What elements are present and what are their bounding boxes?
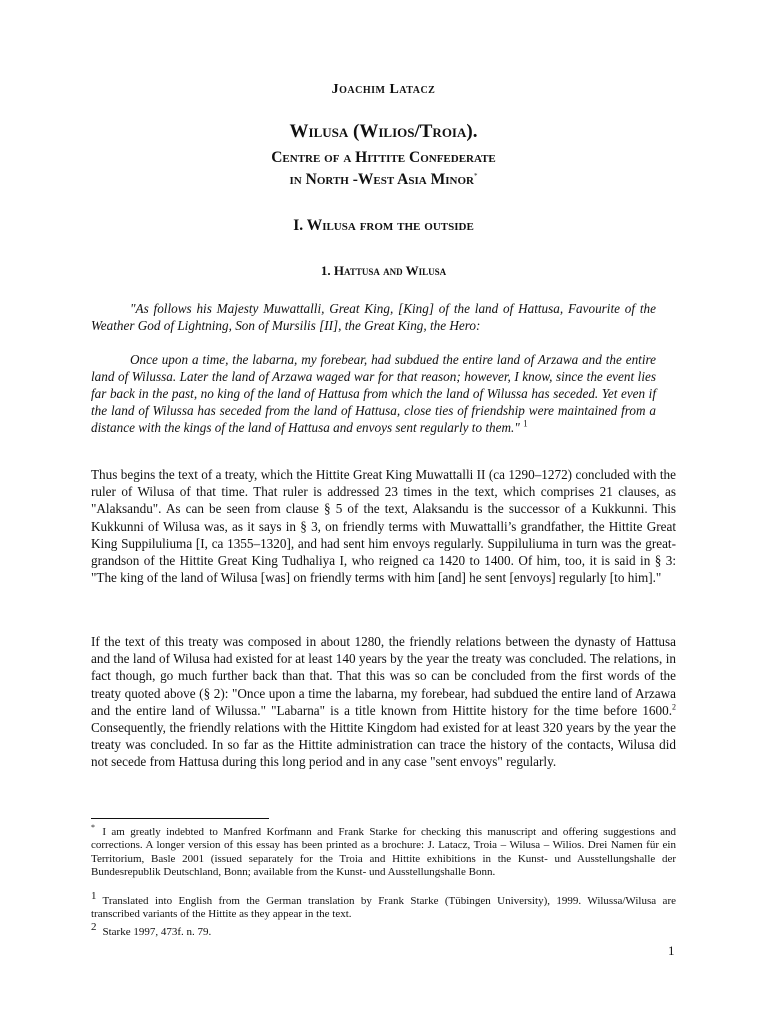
footnote-star-text: I am greatly indebted to Manfred Korfmann and Frank Starke for checking this manuscript and offering suggestions and corrections. A longer version of this essay has been printed as a brochure: J. Latacz, Troia – Wilusa – Wilios. Drei Namen für ein Territorium, Basle 2001 (issued separately for the Troia and Hittite exhibitions in the Kunst- und Ausstellungshalle der Bundesrepublik Deutschland, Bonn; available from the Kunst- und Ausstellungshalle Bonn. <box>91 826 677 879</box>
title-footnote-marker: * <box>473 171 478 180</box>
footnote-star-mark: * <box>91 823 95 833</box>
title-line-3 <box>91 171 676 189</box>
treaty-quote-body-text: Once upon a time, the labarna, my forebear, had subdued the entire land of Arzawa and the entire land of Wilussa. Later the land of Arzawa waged war for that reason; however, I know, since the event lies far back in the past, no king of the land of Hattusa from which the land of Wilussa has seceded. Yet even if the land of Wilussa has seceded from the land of Hattusa, close ties of friendship were maintained from a distance with the kings of the land of Hattusa and envoys sent regularly to them." <box>91 352 656 435</box>
footnote-ref-1: 1 <box>523 418 528 429</box>
section-heading: I. Wilusa from the outside <box>293 217 474 234</box>
body-paragraph-2-part-b: Consequently, the friendly relations with the Hittite Kingdom had existed for at least 320 years by the year the treaty was concluded. In so far as the Hittite administration can trace the history of the contacts, Wilusa did not secede from Hattusa during this long period and in any case "sent envoys" regularly. <box>91 720 676 770</box>
title-line-2: Centre of a Hittite Confederate <box>271 149 496 166</box>
title-line-3-text: in North -West Asia Minor <box>289 171 474 188</box>
body-paragraph-2-part-a: If the text of this treaty was composed in about 1280, the friendly relations between the dynasty of Hattusa and the land of Wilusa had existed for at least 140 years by the year the treaty was concluded. The relations, in fact though, go much further back than that. That this was so can be concluded from the first words of the treaty quoted above (§ 2): "Once upon a time the labarna, my forebear, had subdued the entire land of Arzawa and the entire land of Wilussa." "Labarna" is a title known from Hittite history for the time before 1600. <box>91 634 676 718</box>
title-line-1: Wilusa (Wilios/Troia). <box>289 121 478 142</box>
footnote-1-text: Translated into English from the German translation by Frank Starke (Tübingen University), 1999. Wilussa/Wilusa are transcribed variants of the Hittite as they appear in the text. <box>91 895 676 921</box>
body-paragraph-1: Thus begins the text of a treaty, which the Hittite Great King Muwattalli II (ca 1290–1272) concluded with the ruler of Wilusa of that time. That ruler is addressed 23 times in the text, which comprises 21 clauses, as "Alaksandu". As can be seen from clause § 5 of the text, Alaksandu is the successor of a Kukkunni. This Kukkunni of Wilusa was, as it says in § 3, on friendly terms with Muwattalli’s grandfather, the Hittite Great King Suppiluliuma [I, ca 1355–1320], and had sent him envoys regularly. Suppiluliuma in turn was the great-grandson of the Hittite Great King Tudhaliya I, who reigned ca 1420 to 1400. Of him, too, it is said in § 3: "The king of the land of Wilusa [was] on friendly terms with him [and] he sent [envoys] regularly [to him]." <box>91 467 676 586</box>
footnote-1 <box>91 890 676 922</box>
treaty-quote-opening-text: "As follows his Majesty Muwattalli, Great King, [King] of the land of Hattusa, Favourite of the Weather God of Lightning, Son of Mursilis [II], the Great King, the Hero: <box>91 301 656 333</box>
footnote-2-text: Starke 1997, 473f. n. 79. <box>102 926 212 938</box>
footnote-2-number: 2 <box>91 921 97 934</box>
author-name: Joachim Latacz <box>331 82 436 97</box>
page-number: 1 <box>668 943 675 958</box>
subsection-heading: 1. Hattusa and Wilusa <box>320 263 447 278</box>
body-paragraph-2 <box>91 633 676 771</box>
footnote-2 <box>91 921 676 939</box>
footnote-separator <box>91 818 269 819</box>
footnote-1-number: 1 <box>91 890 97 903</box>
treaty-quote-opening <box>91 300 656 334</box>
treaty-quote-body <box>91 351 656 436</box>
footnote-ref-2: 2 <box>672 702 676 712</box>
footnote-star <box>91 823 677 880</box>
